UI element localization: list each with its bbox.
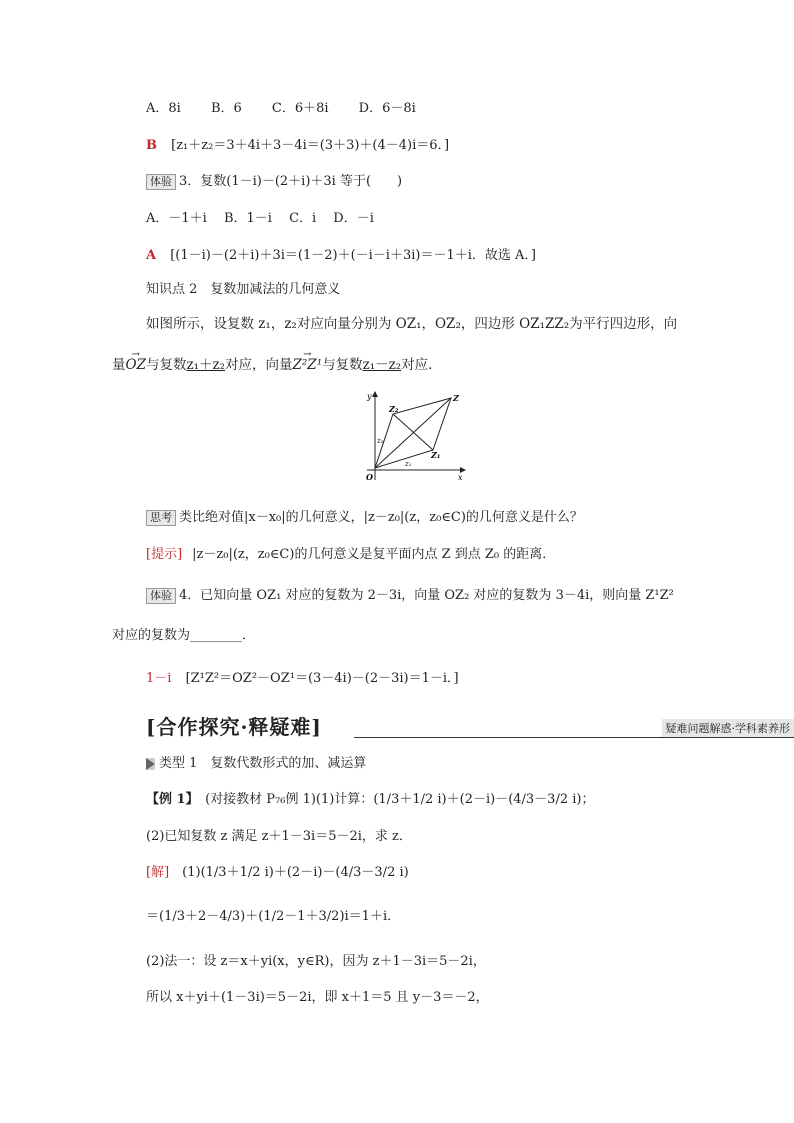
kp2-paragraph-2 <box>112 356 442 374</box>
underlined-diff: z₁－z₂ <box>362 357 402 373</box>
label-z1: Z₁ <box>431 450 441 460</box>
label-x: x <box>458 473 463 482</box>
label-z2-small: z₂ <box>377 437 384 445</box>
text: 量 <box>112 357 126 373</box>
label-o: O <box>366 472 373 482</box>
hint-text: |z－z₀|(z，z₀∈C)的几何意义是复平面内点 Z 到点 Z₀ 的距离． <box>192 547 556 562</box>
section-header <box>146 711 794 739</box>
think-tag: 思考 <box>146 510 176 526</box>
exercise-text: 3．复数(1－i)－(2＋i)＋3i 等于( ) <box>179 174 403 189</box>
solution-text: (1)(1/3＋1/2 i)＋(2－i)－(4/3－3/2 i) <box>169 865 409 880</box>
solution-line-2: ＝(1/3＋2－4/3)＋(1/2－1＋3/2)i＝1＋i． <box>146 909 401 924</box>
underlined-sum: z₁＋z₂ <box>186 357 226 373</box>
type-1-text: 类型 1 复数代数形式的加、减运算 <box>159 756 367 771</box>
diagonal-z1z2 <box>393 414 433 450</box>
type-1-heading <box>146 755 366 773</box>
text: 对应，向量 <box>225 357 293 373</box>
example-1-part-2: (2)已知复数 z 满足 z＋1－3i＝5－2i，求 z． <box>146 829 412 844</box>
exercise-4-cont: 对应的复数为________． <box>112 628 256 643</box>
label-z1-small: z₁ <box>405 460 412 468</box>
hint-label: [提示] <box>146 547 183 562</box>
solution-line-4: 所以 x＋yi＋(1－3i)＝5－2i，即 x＋1＝5 且 y－3＝－2， <box>146 990 489 1005</box>
exercise-4 <box>146 587 674 605</box>
vector-oz: → OZ <box>126 356 146 374</box>
kp2-paragraph-1: 如图所示，设复数 z₁，z₂对应向量分别为 OZ₁，OZ₂，四边形 OZ₁ZZ₂为平行四边形，向 <box>146 316 678 332</box>
play-triangle-icon <box>146 758 155 770</box>
exercise-tag: 体验 <box>146 174 176 190</box>
exercise-tag: 体验 <box>146 588 176 604</box>
label-z: Z <box>453 393 459 403</box>
exercise-3 <box>146 173 402 191</box>
q4-answer <box>146 670 459 688</box>
q3-answer <box>146 247 536 265</box>
example-text: (对接教材 P₇₆例 1)(1)计算：(1/3＋1/2 i)＋(2－i)－(4/3－3/2 i)； <box>192 792 595 807</box>
text: 与复数 <box>322 357 363 373</box>
text: 与复数 <box>145 357 187 373</box>
hint <box>146 546 555 564</box>
answer-letter: A <box>146 248 157 263</box>
q3-options: A．－1＋i B．1－i C．i D．－i <box>146 211 374 226</box>
solution-line-3: (2)法一：设 z＝x＋yi(x，y∈R)，因为 z＋1－3i＝5－2i， <box>146 954 486 969</box>
answer-text: [z₁＋z₂＝3＋4i＋3－4i＝(3＋3)＋(4－4)i＝6．] <box>171 138 450 153</box>
knowledge-point-2: 知识点 2 复数加减法的几何意义 <box>146 282 341 297</box>
parallelogram-figure <box>355 388 475 488</box>
section-title: [合作探究·释疑难] <box>146 715 322 739</box>
label-z2: Z₂ <box>389 404 399 414</box>
solution-line-1 <box>146 864 409 882</box>
vector-z2z1: → Z²Z¹ <box>293 356 323 374</box>
label-y: y <box>367 392 372 401</box>
solution-label: [解] <box>146 865 170 880</box>
example-label: 【例 1】 <box>146 792 193 807</box>
answer-text: [Z¹Z²＝OZ²－OZ¹＝(3－4i)－(2－3i)＝1－i．] <box>185 671 459 686</box>
think-text: 类比绝对值|x－x₀|的几何意义，|z－z₀|(z，z₀∈C)的几何意义是什么？ <box>179 510 583 525</box>
q2-options: A．8i B．6 C．6＋8i D．6－8i <box>146 101 416 116</box>
example-1 <box>146 791 594 809</box>
answer-text: [(1－i)－(2＋i)＋3i＝(1－2)＋(－i－i＋3i)＝－1＋i．故选 A．] <box>170 248 536 263</box>
exercise-text: 4．已知向量 OZ₁ 对应的复数为 2－3i，向量 OZ₂ 对应的复数为 3－4i，则向量 Z¹Z² <box>179 588 674 603</box>
text: 对应． <box>401 357 442 373</box>
think-question <box>146 509 583 527</box>
section-divider <box>354 737 794 738</box>
answer-letter: B <box>146 138 157 153</box>
section-subtitle: 疑难问题解惑·学科素养形 <box>662 719 794 737</box>
q2-answer <box>146 137 449 155</box>
answer-letter: 1－i <box>146 671 172 686</box>
